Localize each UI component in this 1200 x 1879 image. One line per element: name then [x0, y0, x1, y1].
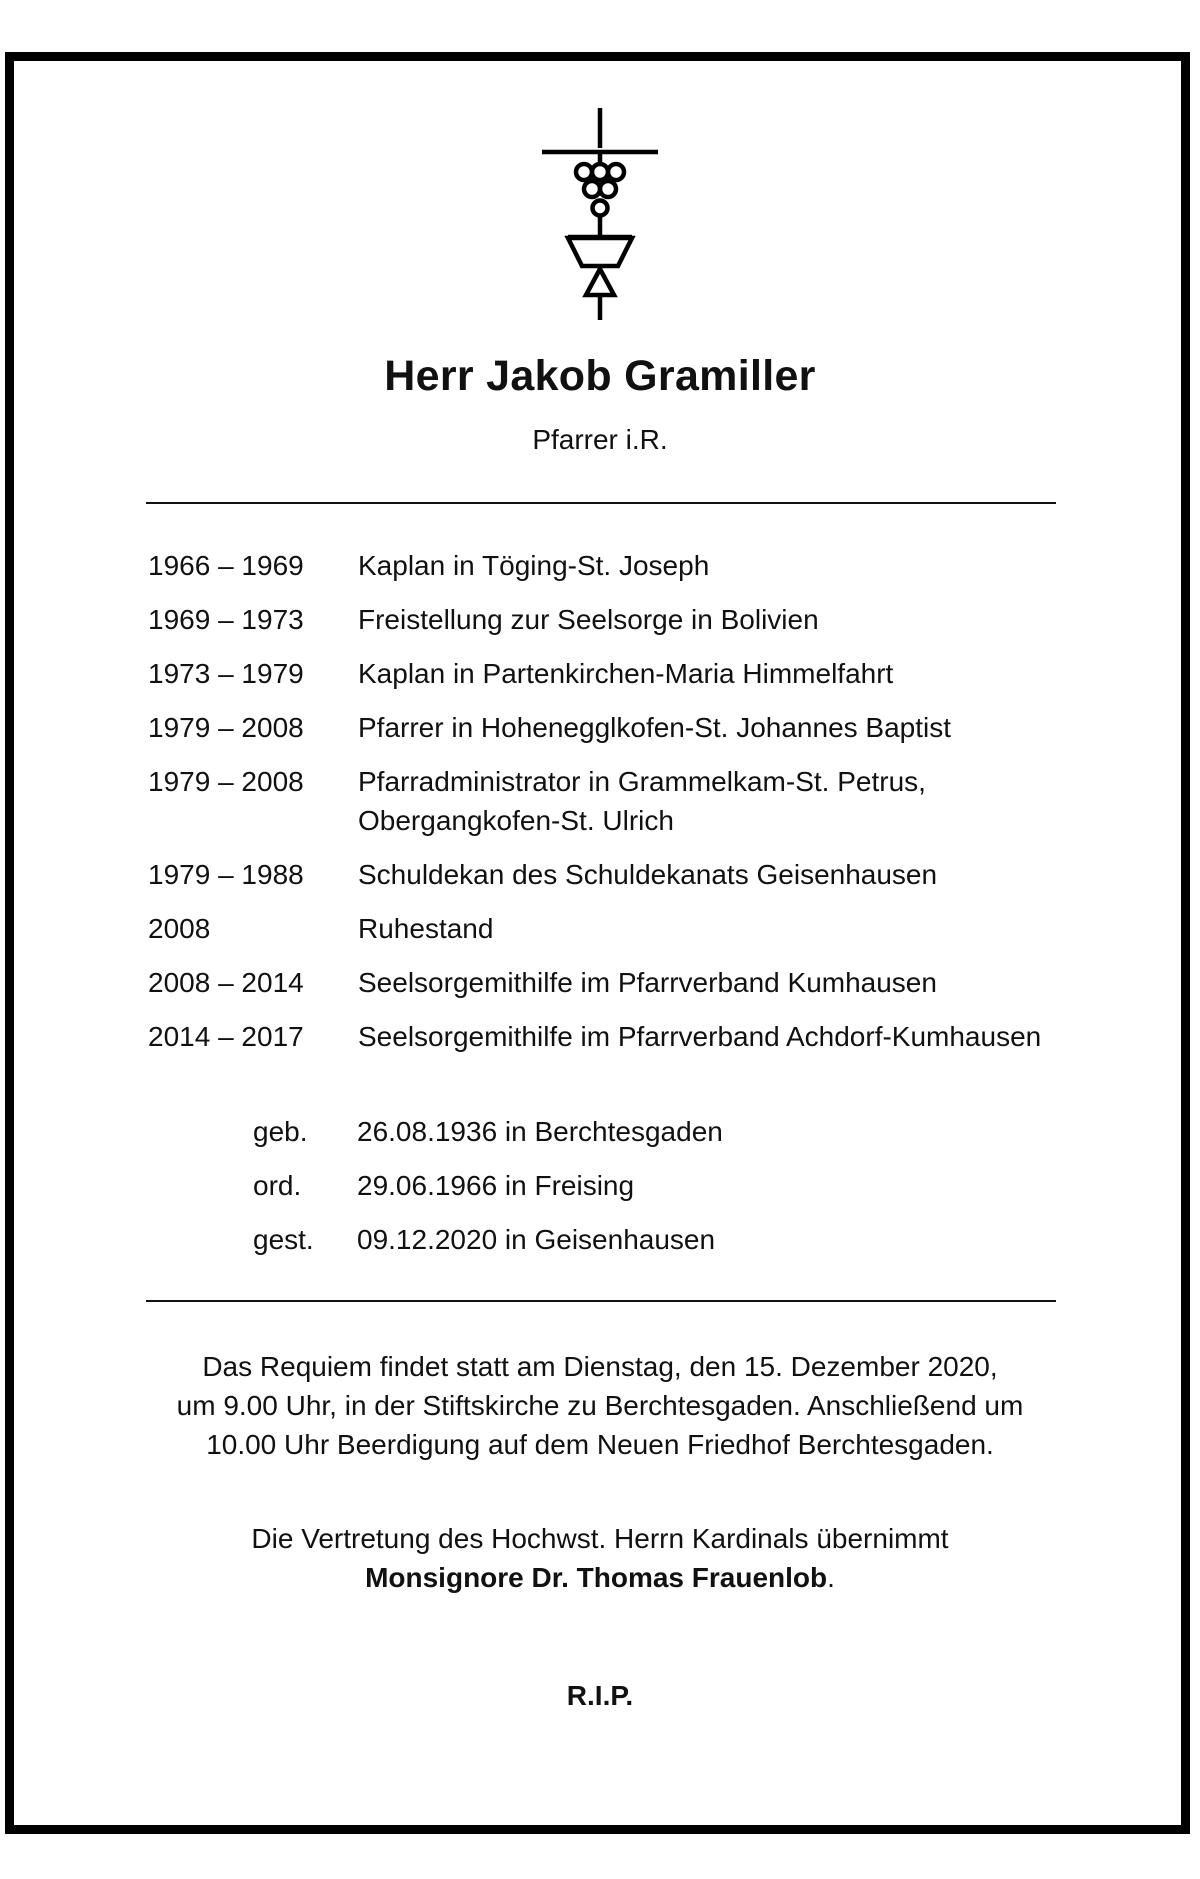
vital-label: geb. — [253, 1116, 308, 1147]
representative-name: Monsignore Dr. Thomas Frauenlob — [365, 1562, 828, 1593]
timeline-description-line: Pfarradministrator in Grammelkam-St. Petrus, — [358, 766, 926, 797]
timeline-description-line: Seelsorgemithilfe im Pfarrverband Achdorf-Kumhausen — [358, 1021, 1042, 1052]
vital-row — [0, 1220, 1200, 1259]
representation-suffix: . — [827, 1562, 835, 1593]
timeline-row — [148, 600, 1108, 639]
deceased-name: Herr Jakob Gramiller — [384, 352, 816, 400]
timeline-row — [148, 855, 1108, 894]
timeline-description-line: Schuldekan des Schuldekanats Geisenhausen — [358, 859, 938, 890]
timeline-description — [358, 654, 1108, 693]
career-timeline — [148, 546, 1108, 1071]
vital-value: 09.12.2020 in Geisenhausen — [357, 1224, 716, 1255]
timeline-description-line: Kaplan in Töging-St. Joseph — [358, 550, 710, 581]
timeline-description — [358, 855, 1108, 894]
timeline-years: 1969 – 1973 — [148, 604, 304, 635]
timeline-years: 1966 – 1969 — [148, 550, 304, 581]
timeline-description-line: Kaplan in Partenkirchen-Maria Himmelfahrt — [358, 658, 894, 689]
timeline-description — [358, 909, 1108, 948]
timeline-description — [358, 708, 1108, 747]
deceased-title: Pfarrer i.R. — [532, 424, 668, 455]
timeline-description — [358, 963, 1108, 1002]
timeline-description-line: Ruhestand — [358, 913, 494, 944]
timeline-years: 1979 – 2008 — [148, 766, 304, 797]
timeline-row — [148, 909, 1108, 948]
timeline-description-line: Seelsorgemithilfe im Pfarrverband Kumhausen — [358, 967, 937, 998]
timeline-years: 1973 – 1979 — [148, 658, 304, 689]
timeline-row — [148, 546, 1108, 585]
timeline-years: 1979 – 2008 — [148, 712, 304, 743]
notice-line: Das Requiem findet statt am Dienstag, den 15. Dezember 2020, — [202, 1351, 998, 1382]
timeline-years: 2014 – 2017 — [148, 1021, 304, 1052]
timeline-row — [148, 654, 1108, 693]
timeline-row — [148, 1017, 1108, 1056]
timeline-row — [148, 762, 1108, 840]
notice-line: um 9.00 Uhr, in der Stiftskirche zu Berchtesgaden. Anschließend um — [176, 1390, 1024, 1421]
representation-note — [0, 1519, 1200, 1597]
vital-dates — [0, 1112, 1200, 1274]
timeline-description — [358, 546, 1108, 585]
timeline-years: 1979 – 1988 — [148, 859, 304, 890]
timeline-row — [148, 708, 1108, 747]
vital-label: gest. — [253, 1224, 314, 1255]
timeline-description — [358, 762, 1108, 840]
timeline-description-line: Pfarrer in Hohenegglkofen-St. Johannes Baptist — [358, 712, 952, 743]
vital-value: 29.06.1966 in Freising — [357, 1170, 635, 1201]
timeline-years: 2008 – 2014 — [148, 967, 304, 998]
cross-grapes-chalice-icon — [540, 108, 660, 320]
timeline-description — [358, 1017, 1108, 1056]
vital-row — [0, 1166, 1200, 1205]
requiem-notice — [0, 1347, 1200, 1464]
vital-value: 26.08.1936 in Berchtesgaden — [357, 1116, 723, 1147]
divider-bottom — [146, 1300, 1056, 1302]
rip-text: R.I.P. — [566, 1680, 634, 1711]
notice-line: 10.00 Uhr Beerdigung auf dem Neuen Friedhof Berchtesgaden. — [206, 1429, 994, 1460]
vital-row — [0, 1112, 1200, 1151]
timeline-years: 2008 — [148, 913, 211, 944]
timeline-row — [148, 963, 1108, 1002]
timeline-description — [358, 600, 1108, 639]
representation-text: Die Vertretung des Hochwst. Herrn Kardinals übernimmt — [251, 1523, 949, 1554]
timeline-description-line: Obergangkofen-St. Ulrich — [358, 805, 674, 836]
timeline-description-line: Freistellung zur Seelsorge in Bolivien — [358, 604, 819, 635]
representation-name-line — [0, 1558, 1200, 1597]
vital-label: ord. — [253, 1170, 302, 1201]
divider-top — [146, 502, 1056, 504]
